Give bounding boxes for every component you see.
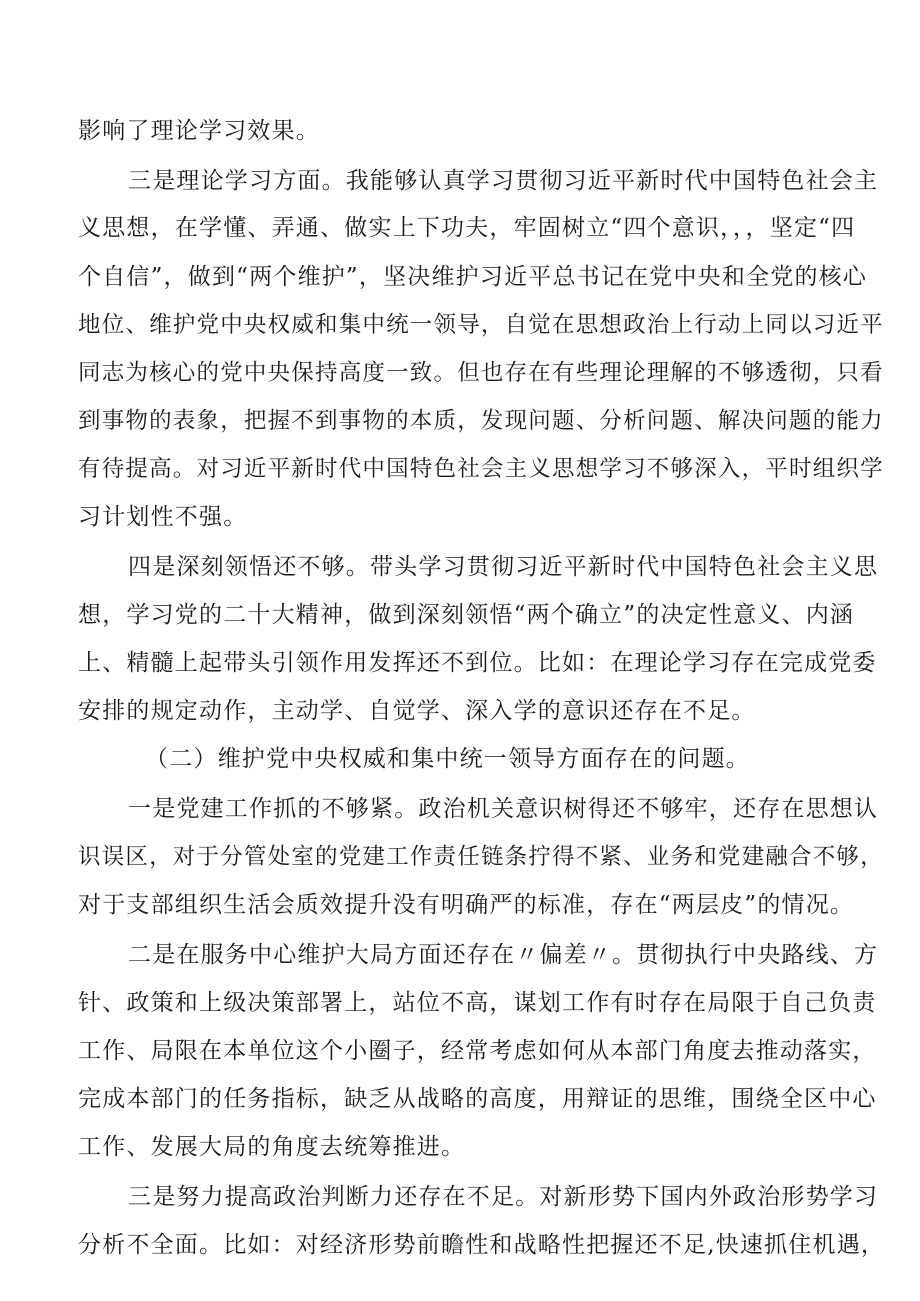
text-line: 分析不全面。比如：对经济形势前瞻性和战略性把握还不足,快速抓住机遇， [78,1232,886,1258]
text-line: 识误区，对于分管处室的党建工作责任链条拧得不紧、业务和党建融合不够， [78,844,884,870]
paragraph-start-line: 四是深刻领悟还不够。带头学习贯彻习近平新时代中国特色社会主义思 [128,554,879,580]
text-line: 针、政策和上级决策部署上，站位不高，谋划工作有时存在局限于自己负责 [78,990,877,1016]
text-line: 工作、局限在本单位这个小圈子，经常考虑如何从本部门角度去推动落实， [78,1038,877,1064]
text-line: 到事物的表象，把握不到事物的本质，发现问题、分析问题、解决问题的能力 [78,408,884,434]
paragraph-start-line: 一是党建工作抓的不够紧。政治机关意识树得还不够牢，还存在思想认 [128,796,879,822]
text-line: 安排的规定动作，主动学、自觉学、深入学的意识还存在不足。 [78,698,756,724]
text-line: 个自信”，做到“两个维护”，坚决维护习近平总书记在党中央和全党的核心 [78,264,868,290]
text-line: 习计划性不强。 [78,504,248,530]
paragraph-start-line: 二是在服务中心维护大局方面还存在〃偏差〃。贯彻执行中央路线、方 [128,942,879,968]
text-line: 影响了理论学习效果。 [78,118,320,144]
paragraph-start-line: 三是努力提高政治判断力还存在不足。对新形势下国内外政治形势学习 [128,1184,879,1210]
text-line: 同志为核心的党中央保持高度一致。但也存在有些理论理解的不够透彻，只看 [78,360,884,386]
text-line: 上、精髓上起带头引领作用发挥还不到位。比如：在理论学习存在完成党委 [78,650,877,676]
text-line: 地位、维护党中央权威和集中统一领导，自觉在思想政治上行动上同以习近平 [78,312,884,338]
text-line: 有待提高。对习近平新时代中国特色社会主义思想学习不够深入，平时组织学 [78,456,884,482]
text-line: 义思想，在学懂、弄通、做实上下功夫，牢固树立“四个意识，，，坚定“四 [78,215,856,241]
text-line: 想，学习党的二十大精神，做到深刻领悟“两个确立”的决定性意义、内涵 [78,602,855,628]
text-line: 完成本部门的任务指标，缺乏从战略的高度，用辩证的思维，围绕全区中心 [78,1086,877,1112]
text-line: 工作、发展大局的角度去统筹推进。 [78,1134,466,1160]
paragraph-start-line: 三是理论学习方面。我能够认真学习贯彻习近平新时代中国特色社会主 [128,168,879,194]
section-heading: （二）维护党中央权威和集中统一领导方面存在的问题。 [145,746,750,772]
text-line: 对于支部组织生活会质效提升没有明确严的标准，存在“两层皮”的情况。 [78,892,855,918]
